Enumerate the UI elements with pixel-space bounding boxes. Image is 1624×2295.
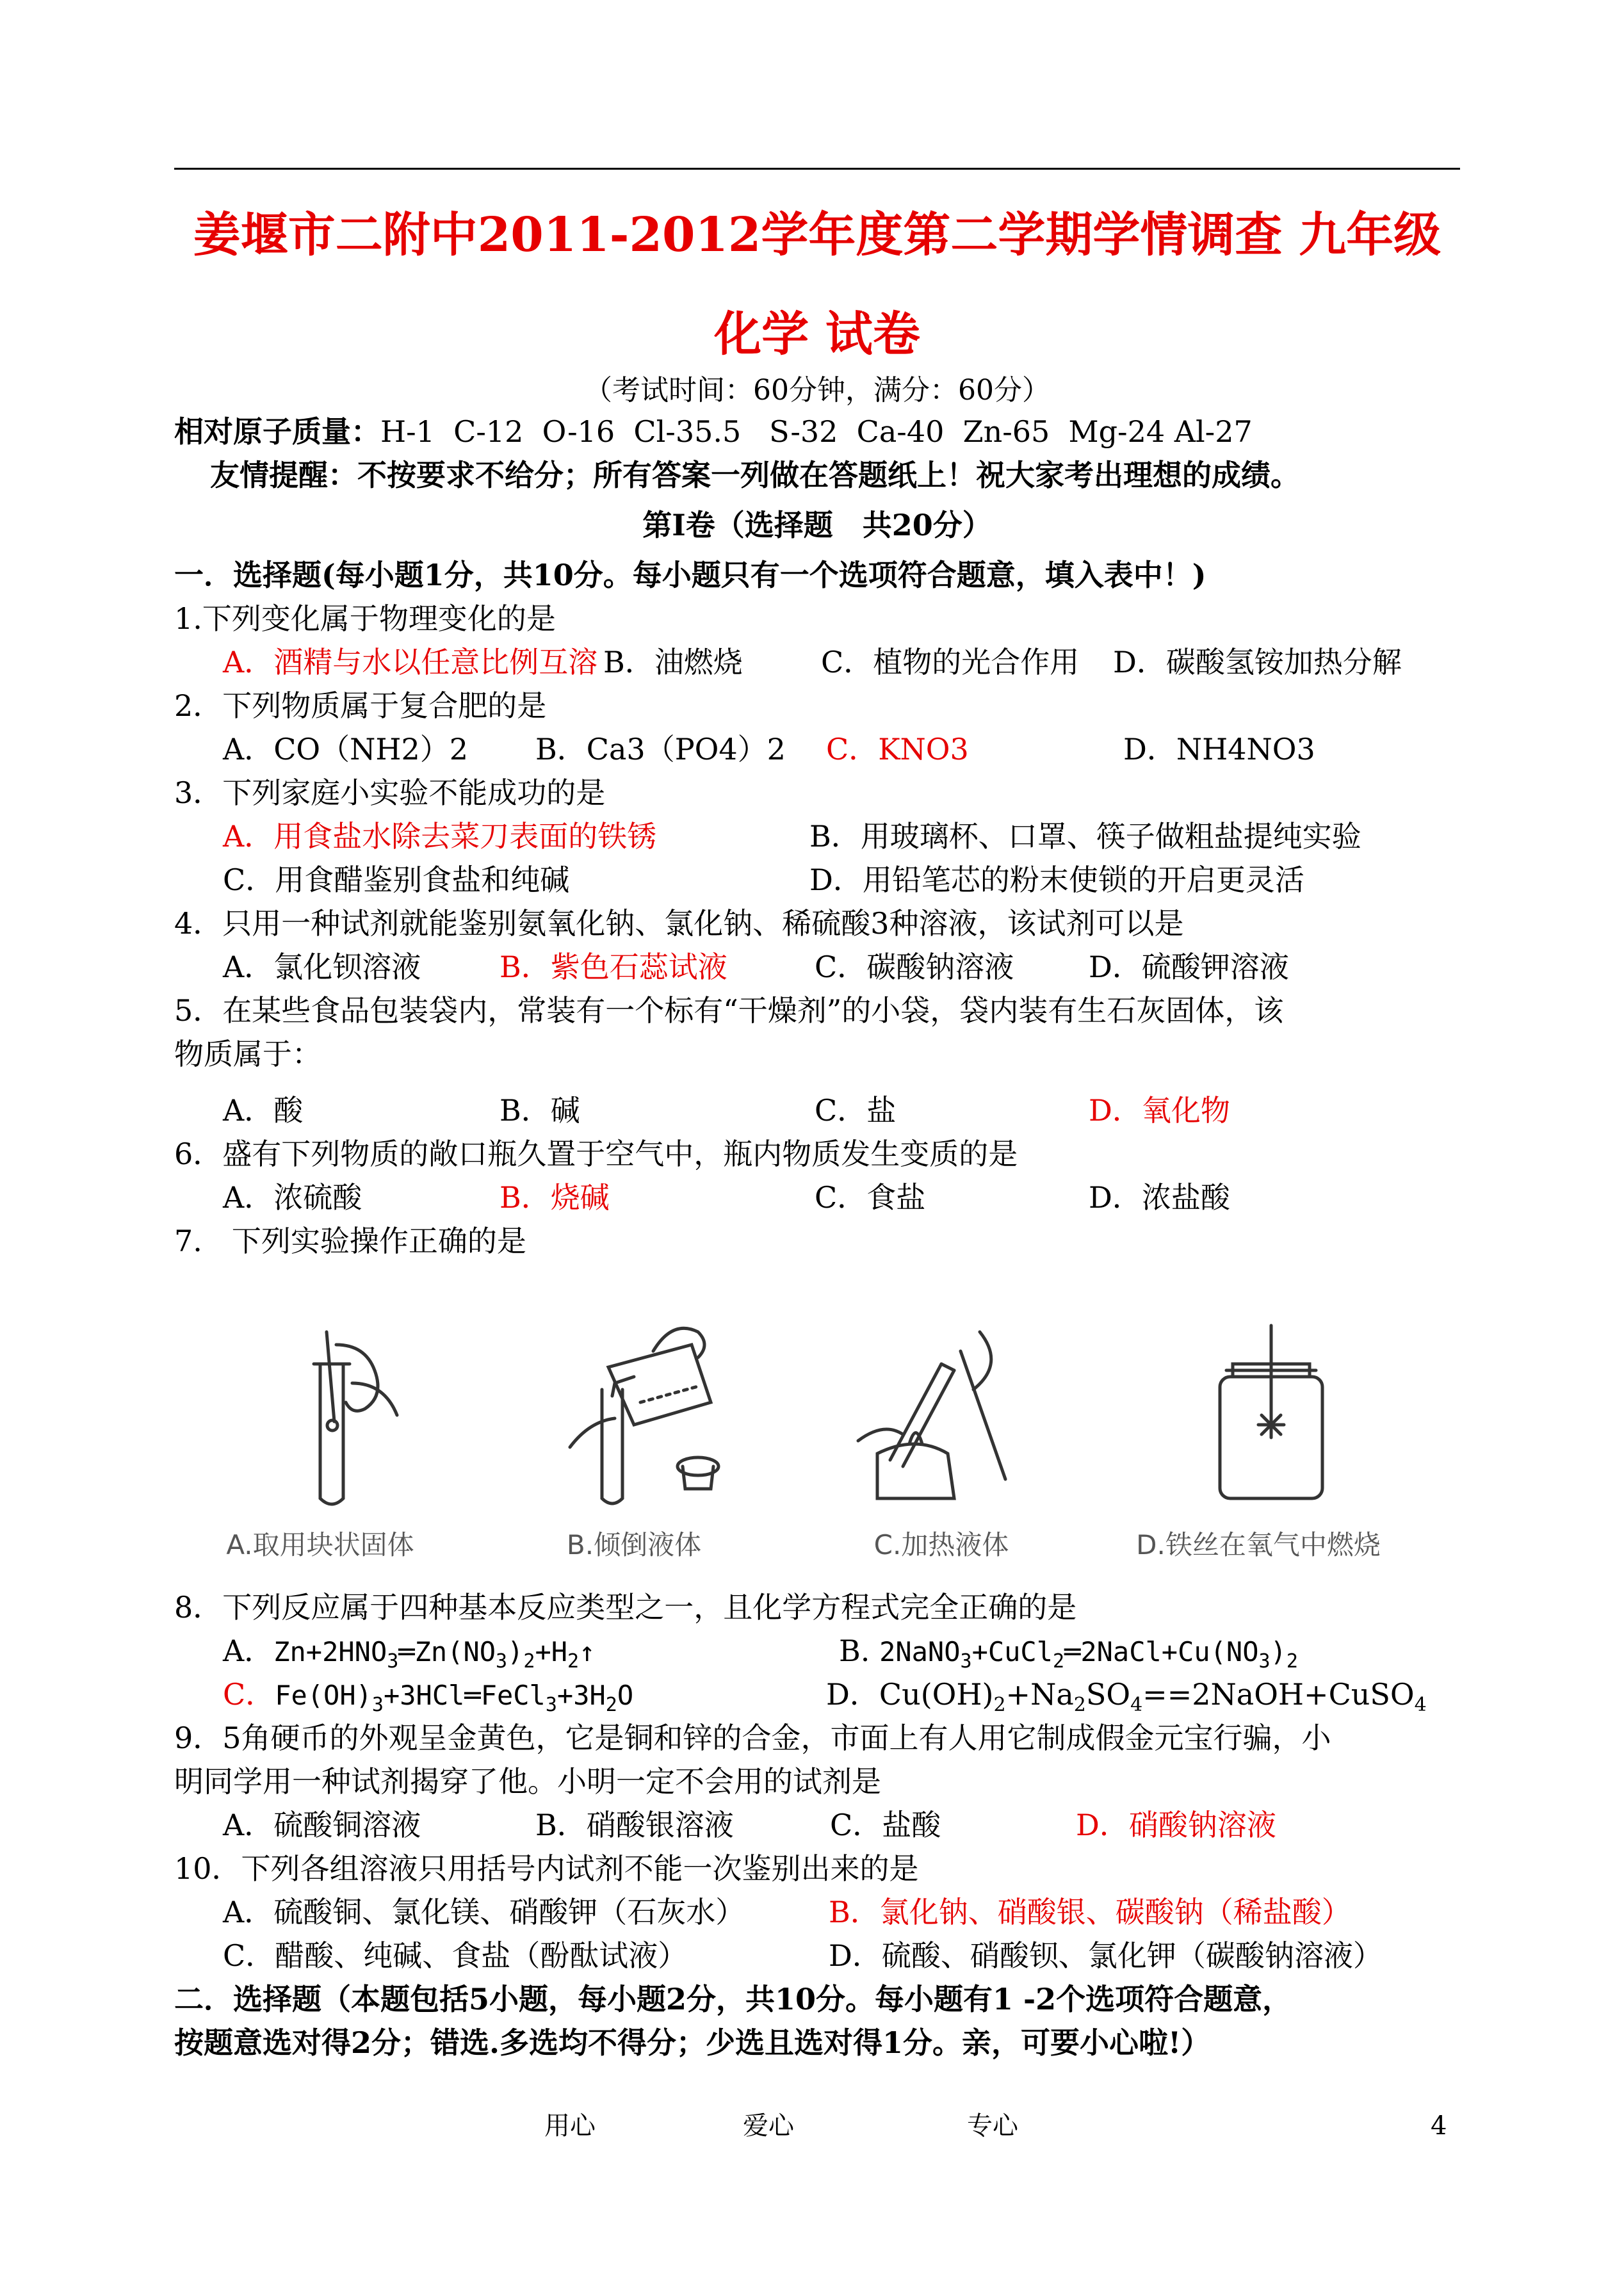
q1-option-b: B．油燃烧 [603, 645, 743, 679]
q4-option-c: C．碳酸钠溶液 [815, 950, 1014, 984]
page-number: 4 [1431, 2111, 1447, 2141]
figure-a [192, 1306, 448, 1575]
section2-heading-line1: 二．选择题（本题包括5小题，每小题2分，共10分。每小题有1 -2个选项符合题意， [174, 1982, 1292, 2016]
reminder: 友情提醒：不按要求不给分；所有答案一列做在答题纸上！祝大家考出理想的成绩。 [210, 458, 1300, 492]
q10-option-d: D．硫酸、硝酸钡、氯化钾（碳酸钠溶液） [829, 1938, 1383, 1973]
figure-d [1114, 1306, 1402, 1575]
q6-option-a: A．浓硫酸 [223, 1180, 362, 1215]
q3-stem: 3．下列家庭小实验不能成功的是 [174, 775, 606, 810]
q5-stem-line2: 物质属于： [174, 1037, 321, 1071]
q8-option-a: A．$Zn+2HNO_3═Zn(NO_3)_2+H_2↑$ [223, 1634, 596, 1673]
footer-word-2: 爱心 [743, 2111, 794, 2141]
q6-option-d: D．浓盐酸 [1089, 1180, 1230, 1215]
figure-d-caption: D.铁丝在氧气中燃烧 [1136, 1529, 1381, 1561]
q6-option-c: C．食盐 [815, 1180, 926, 1215]
figure-b [506, 1306, 762, 1575]
footer-word-3: 专心 [967, 2111, 1018, 2141]
q10-option-a: A．硫酸铜、氯化镁、硝酸钾（石灰水） [223, 1895, 745, 1929]
q5-option-c: C．盐 [815, 1093, 897, 1128]
q3-option-a: A．用食盐水除去菜刀表面的铁锈 [223, 819, 657, 854]
q5-option-a: A．酸 [223, 1093, 304, 1128]
q2-option-d: D．NH4NO3 [1123, 732, 1315, 766]
q9-option-b: B．硝酸银溶液 [535, 1808, 734, 1842]
q10-stem: 10．下列各组溶液只用括号内试剂不能一次鉴别出来的是 [174, 1851, 919, 1886]
atomic-mass-values: H-1 C-12 O-16 Cl-35.5 S-32 Ca-40 Zn-65 Mg-24 Al-27 [380, 414, 1253, 449]
volume-title: 第Ⅰ卷（选择题 共20分） [642, 508, 992, 542]
q8-option-b: B. $2NaNO_3+CuCl_2═2NaCl+Cu(NO_3)_2$ [839, 1634, 1298, 1673]
figure-a-caption: A.取用块状固体 [226, 1529, 414, 1561]
q3-option-c: C．用食醋鉴别食盐和纯碱 [223, 863, 570, 897]
top-rule [174, 168, 1460, 170]
q8-option-d: D．$Cu(OH)_2+Na_2SO_4==2NaOH+CuSO_4$ [826, 1677, 1427, 1716]
q1-stem: 1.下列变化属于物理变化的是 [174, 601, 556, 636]
take-solid-icon [192, 1306, 448, 1518]
q5-option-d: D．氧化物 [1089, 1093, 1230, 1128]
q9-option-d: D．硝酸钠溶液 [1076, 1808, 1276, 1842]
atomic-mass-label: 相对原子质量： [174, 414, 380, 449]
heat-liquid-icon [813, 1306, 1069, 1518]
pour-liquid-icon [506, 1306, 762, 1518]
q6-stem: 6．盛有下列物质的敞口瓶久置于空气中，瓶内物质发生变质的是 [174, 1137, 1018, 1171]
q4-option-d: D．硫酸钾溶液 [1089, 950, 1289, 984]
q1-option-a: A．酒精与水以任意比例互溶 [223, 645, 598, 679]
q5-option-b: B．碱 [499, 1093, 580, 1128]
section2-heading-line2: 按题意选对得2分；错选.多选均不得分；少选且选对得1分。亲，可要小心啦!） [174, 2025, 1211, 2060]
q9-stem-line2: 明同学用一种试剂揭穿了他。小明一定不会用的试剂是 [174, 1764, 881, 1799]
q10-option-b: B．氯化钠、硝酸银、碳酸钠（稀盐酸） [829, 1895, 1351, 1929]
q8-stem: 8．下列反应属于四种基本反应类型之一，且化学方程式完全正确的是 [174, 1590, 1077, 1625]
figure-c-caption: C.加热液体 [873, 1529, 1009, 1561]
q2-stem: 2．下列物质属于复合肥的是 [174, 688, 547, 723]
exam-info: （考试时间：60分钟，满分：60分） [584, 374, 1050, 407]
atomic-mass-line [174, 412, 1253, 451]
iron-wire-burning-icon [1130, 1306, 1386, 1518]
q2-option-a: A．CO（NH2）2 [223, 732, 469, 766]
q3-option-b: B．用玻璃杯、口罩、筷子做粗盐提纯实验 [809, 819, 1361, 854]
q1-option-c: C．植物的光合作用 [821, 645, 1080, 679]
q2-option-b: B．Ca3（PO4）2 [535, 732, 786, 766]
q4-option-a: A．氯化钡溶液 [223, 950, 421, 984]
figure-b-caption: B.倾倒液体 [566, 1529, 702, 1561]
q3-option-d: D．用铅笔芯的粉末使锁的开启更灵活 [809, 863, 1304, 897]
page-title: 姜堰市二附中2011-2012学年度第二学期学情调查 九年级 化学 试卷 [193, 207, 1441, 362]
q1-option-d: D．碳酸氢铵加热分解 [1113, 645, 1402, 679]
q7-stem: 7. 下列实验操作正确的是 [174, 1224, 526, 1258]
q2-option-c: C．KNO3 [826, 732, 969, 766]
footer-word-1: 用心 [544, 2111, 596, 2141]
q9-option-a: A．硫酸铜溶液 [223, 1808, 421, 1842]
q6-option-b: B．烧碱 [499, 1180, 610, 1215]
q10-option-c: C．醋酸、纯碱、食盐（酚酞试液） [223, 1938, 688, 1973]
q9-option-c: C．盐酸 [830, 1808, 941, 1842]
figure-c [813, 1306, 1069, 1575]
q5-stem-line1: 5．在某些食品包装袋内，常装有一个标有“干燥剂”的小袋，袋内装有生石灰固体，该 [174, 993, 1284, 1028]
q9-stem-line1: 9．5角硬币的外观呈金黄色，它是铜和锌的合金，市面上有人用它制成假金元宝行骗，小 [174, 1721, 1331, 1755]
q7-figures [192, 1306, 1383, 1575]
q8-option-c: C．$Fe(OH)_3+3HCl═FeCl_3+3H_2O$ [223, 1677, 634, 1716]
q4-stem: 4．只用一种试剂就能鉴别氨氧化钠、氯化钠、稀硫酸3种溶液，该试剂可以是 [174, 906, 1184, 941]
section1-heading: 一．选择题(每小题1分，共10分。每小题只有一个选项符合题意，填入表中！) [174, 558, 1206, 592]
q4-option-b: B．紫色石蕊试液 [499, 950, 727, 984]
